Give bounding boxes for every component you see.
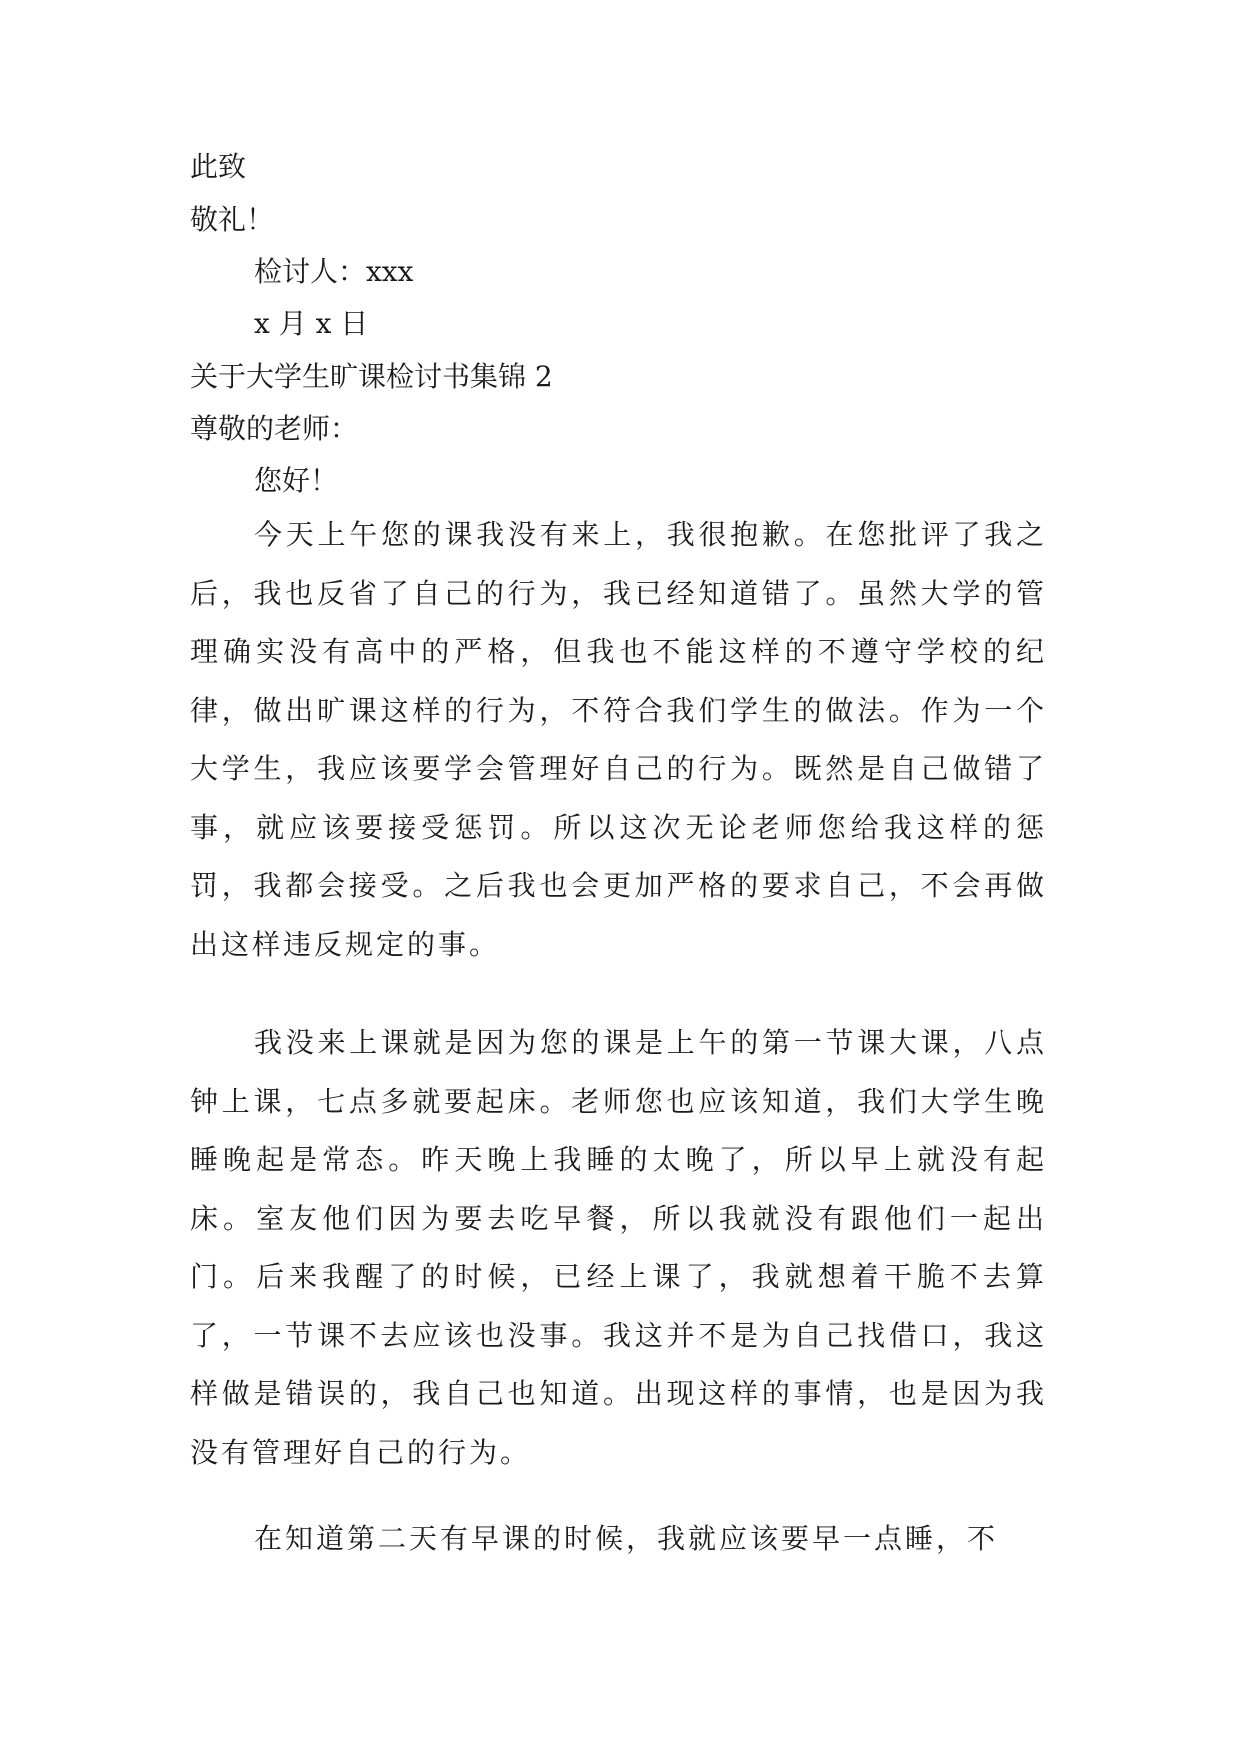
salutation: 尊敬的老师： <box>190 412 359 445</box>
closing-line-1: 此致 <box>190 150 247 183</box>
paragraph-1: 今天上午您的课我没有来上，我很抱歉。在您批评了我之后，我也反省了自己的行为，我已经知道错了。虽然大学的管理确实没有高中的严格，但我也不能这样的不遵守学校的纪律，做出旷课这样的行为，不符合我们学生的做法。作为一个大学生，我应该要学会管理好自己的行为。既然是自己做错了事，就应该要接受惩罚。所以这次无论老师您给我这样的惩罚，我都会接受。之后我也会更加严格的要求自己，不会再做出这样违反规定的事。 <box>190 518 1047 961</box>
closing-line-2: 敬礼！ <box>190 203 275 236</box>
signature-author: 检讨人：xxx <box>254 255 414 288</box>
signature-date: x 月 x 日 <box>254 307 369 340</box>
section-title: 关于大学生旷课检讨书集锦 2 <box>190 360 553 393</box>
paragraph-2: 我没来上课就是因为您的课是上午的第一节课大课，八点钟上课，七点多就要起床。老师您也应该知道，我们大学生晚睡晚起是常态。昨天晚上我睡的太晚了，所以早上就没有起床。室友他们因为要去吃早餐，所以我就没有跟他们一起出门。后来我醒了的时候，已经上课了，我就想着干脆不去算了，一节课不去应该也没事。我这并不是为自己找借口，我这样做是错误的，我自己也知道。出现这样的事情，也是因为我没有管理好自己的行为。 <box>190 1026 1047 1469</box>
greeting: 您好！ <box>254 464 339 497</box>
paragraph-3: 在知道第二天有早课的时候，我就应该要早一点睡，不 <box>254 1522 999 1555</box>
